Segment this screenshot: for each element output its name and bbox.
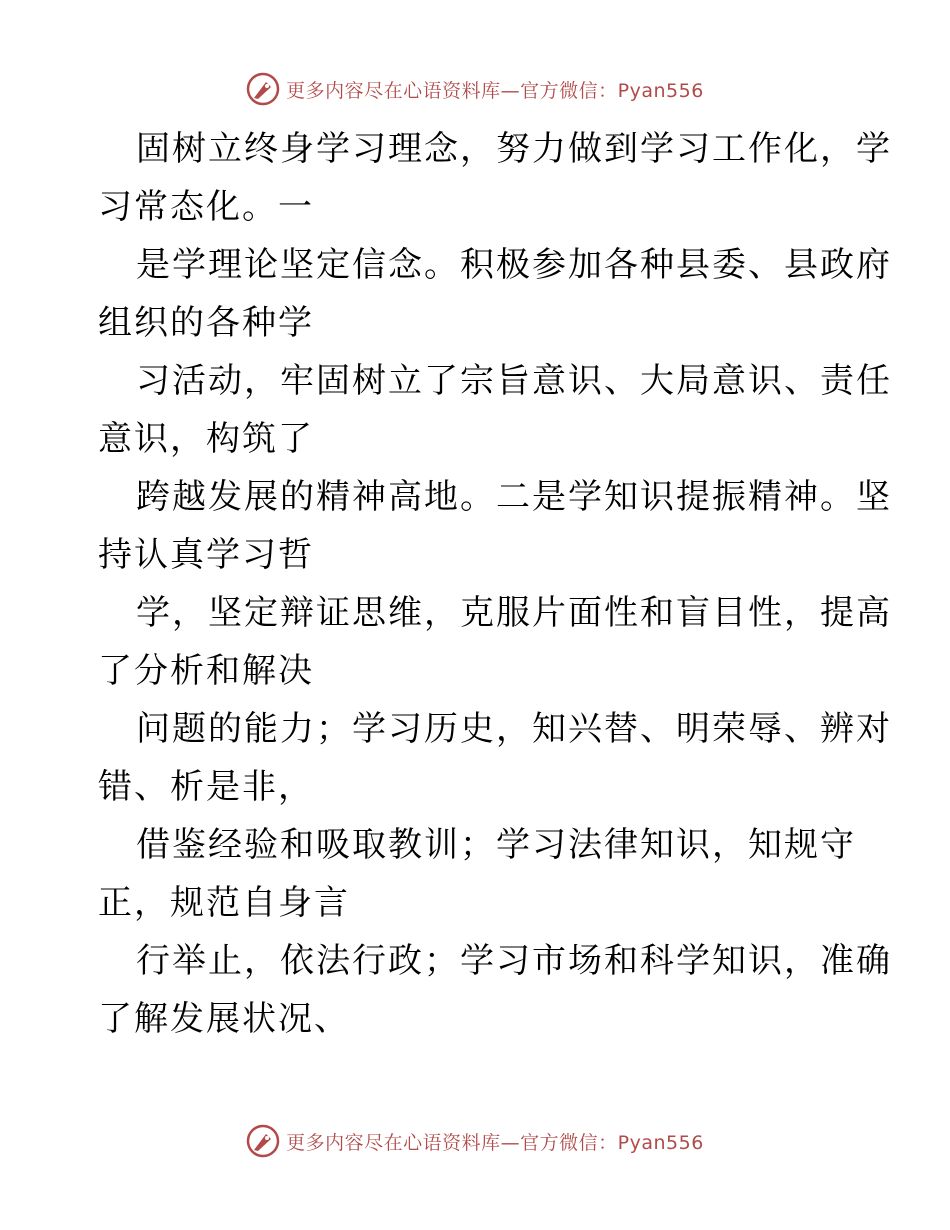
header-watermark-text: 更多内容尽在心语资料库—官方微信：Pyan556 [286,79,704,102]
body-line: 意识，构筑了 [98,419,314,459]
body-line: 问题的能力；学习历史，知兴替、明荣辱、辨对 [136,709,892,749]
body-line: 错、析是非， [98,767,314,807]
page-footer [0,1124,950,1158]
body-line: 行举止，依法行政；学习市场和科学知识，准确 [136,941,892,981]
pen-nib-logo-icon [246,72,280,106]
footer-watermark-text: 更多内容尽在心语资料库—官方微信：Pyan556 [286,1131,704,1154]
body-line: 组织的各种学 [98,303,314,343]
page-header [0,72,950,106]
body-line: 固树立终身学习理念，努力做到学习工作化，学 [136,129,892,169]
body-line: 持认真学习哲 [98,535,314,575]
body-line: 是学理论坚定信念。积极参加各种县委、县政府 [136,245,892,285]
body-line: 习活动，牢固树立了宗旨意识、大局意识、责任 [136,361,892,401]
body-line: 习常态化。一 [98,187,314,227]
body-line: 了分析和解决 [98,651,314,691]
body-line: 学，坚定辩证思维，克服片面性和盲目性，提高 [136,593,892,633]
pen-nib-logo-icon [246,1124,280,1158]
document-body [98,120,892,1048]
body-line: 跨越发展的精神高地。二是学知识提振精神。坚 [136,477,892,517]
body-line: 正，规范自身言 [98,883,350,923]
body-line: 了解发展状况、 [98,999,350,1039]
body-line: 借鉴经验和吸取教训；学习法律知识，知规守 [136,825,856,865]
